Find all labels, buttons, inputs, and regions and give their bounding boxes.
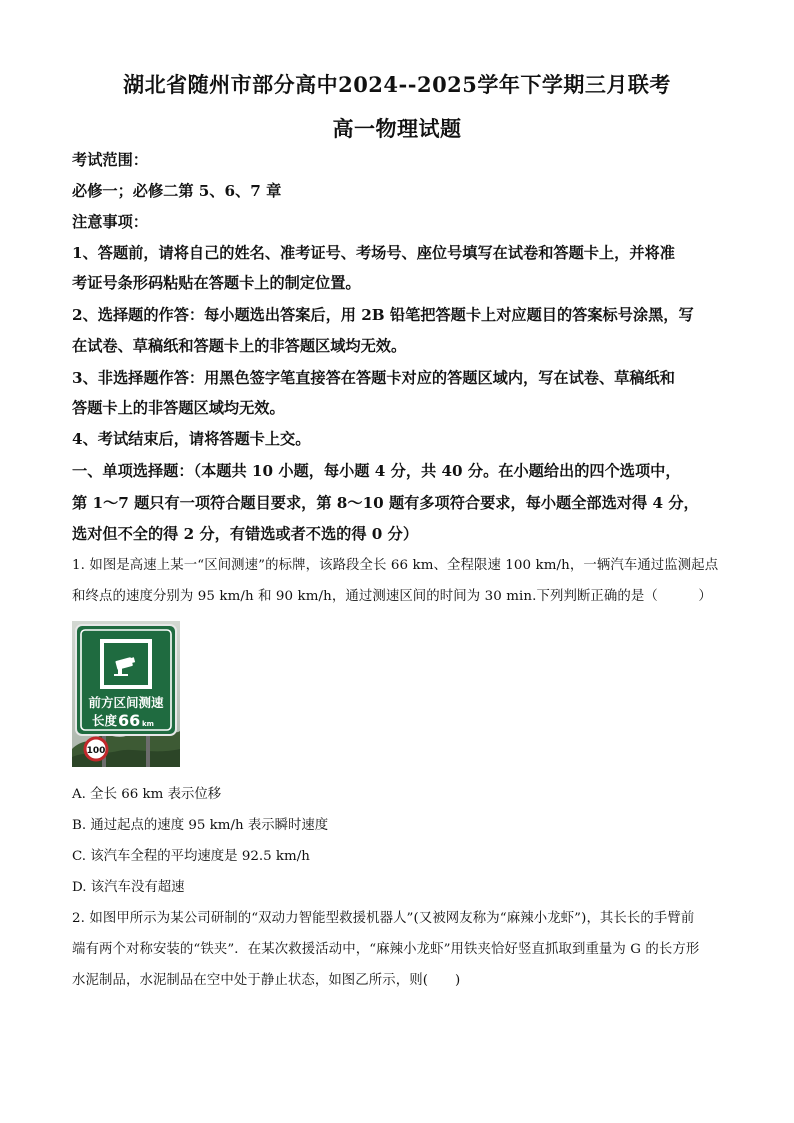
- exam-title: 湖北省随州市部分高中2024--2025学年下学期三月联考: [123, 72, 671, 97]
- q2-stem-line-1: 2. 如图甲所示为某公司研制的“双动力智能型救援机器人”(又被网友称为“麻辣小龙虾”)，其长长的手臂前: [72, 911, 695, 926]
- q2-stem-line-2: 端有两个对称安装的“铁夹”．在某次救援活动中，“麻辣小龙虾”用铁夹恰好竖直抓取到重量为 G 的长方形: [72, 942, 700, 957]
- notes-label: 注意事项：: [72, 213, 148, 231]
- note-2-line-1: 2、选择题的作答：每小题选出答案后，用 2B 铅笔把答题卡上对应题目的答案标号涂黑，写: [72, 306, 694, 324]
- q2-stem-line-3: 水泥制品，水泥制品在空中处于静止状态，如图乙所示，则( ): [72, 973, 461, 988]
- q1-option-b: B. 通过起点的速度 95 km/h 表示瞬时速度: [72, 818, 329, 833]
- sign-text-line-1: 前方区间测速: [88, 695, 164, 710]
- note-2-line-2: 在试卷、草稿纸和答题卡上的非答题区域均无效。: [72, 337, 407, 355]
- q1-stem-line-2: 和终点的速度分别为 95 km/h 和 90 km/h，通过测速区间的时间为 30 min.下列判断正确的是（ ）: [72, 589, 712, 604]
- q1-option-d: D. 该汽车没有超速: [72, 880, 185, 895]
- sign-text-length-prefix: 长度: [92, 713, 118, 728]
- note-4: 4、考试结束后，请将答题卡上交。: [72, 430, 311, 448]
- note-3-line-2: 答题卡上的非答题区域均无效。: [72, 399, 285, 417]
- exam-subtitle: 高一物理试题: [332, 116, 462, 141]
- sign-post-right: [146, 731, 150, 767]
- q1-option-a: A. 全长 66 km 表示位移: [72, 787, 222, 802]
- sign-illustration: [72, 621, 180, 767]
- q1-option-c: C. 该汽车全程的平均速度是 92.5 km/h: [72, 849, 310, 864]
- section-1-line-2: 第 1～7 题只有一项符合题目要求，第 8～10 题有多项符合要求，每小题全部选对得 4 分，: [72, 494, 699, 512]
- section-1-line-1: 一、单项选择题：（本题共 10 小题，每小题 4 分，共 40 分。在小题给出的四个选项中，: [72, 462, 681, 480]
- sign-text-length-number: 66: [118, 711, 141, 730]
- note-1-line-1: 1、答题前，请将自己的姓名、准考证号、考场号、座位号填写在试卷和答题卡上，并将准: [72, 244, 675, 262]
- note-3-line-1: 3、非选择题作答：用黑色签字笔直接答在答题卡对应的答题区域内，写在试卷、草稿纸和: [72, 369, 675, 387]
- scope-value: 必修一；必修二第 5、6、7 章: [72, 182, 282, 200]
- sign-text-length-unit: km: [142, 720, 154, 728]
- q1-stem-line-1: 1. 如图是高速上某一“区间测速”的标牌，该路段全长 66 km、全程限速 100 km/h，一辆汽车通过监测起点: [72, 558, 719, 573]
- section-1-line-3: 选对但不全的得 2 分，有错选或者不选的得 0 分）: [72, 525, 419, 543]
- note-1-line-2: 考证号条形码粘贴在答题卡上的制定位置。: [72, 274, 361, 292]
- speed-zone-sign-photo: [72, 621, 180, 767]
- speed-limit-value: 100: [86, 746, 106, 756]
- scope-label: 考试范围：: [72, 151, 148, 169]
